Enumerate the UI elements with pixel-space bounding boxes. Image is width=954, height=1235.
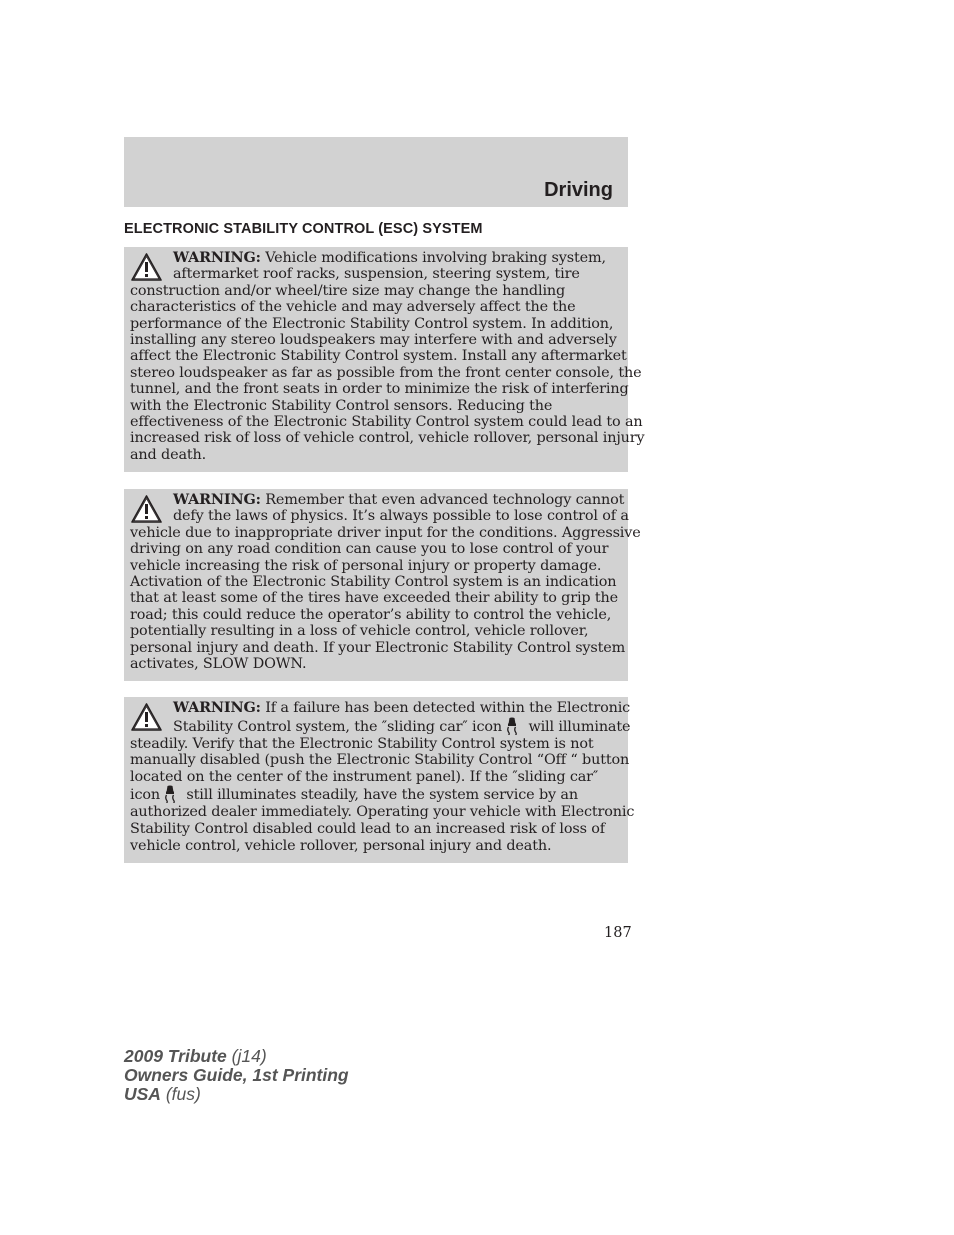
warning-text-line: and death. [130,446,207,463]
warning-box-3 [124,697,635,863]
warning-text-line: vehicle increasing the risk of personal injury or property damage. [130,557,602,574]
warning-text-line: performance of the Electronic Stability Control system. In addition, [130,315,614,332]
warning-text-line: installing any stereo loudspeakers may interfere with and adversely [130,332,617,349]
warning-text-line: aftermarket roof racks, suspension, steering system, tire [173,266,580,283]
warning-text-line: construction and/or wheel/tire size may change the handling [130,282,566,299]
warning-text-line: located on the center of the instrument panel). If the ″sliding car″ [130,768,599,785]
section-title: Driving [544,179,613,201]
warning-text-line: WARNING: If a failure has been detected within the Electronic [173,699,631,716]
warning-triangle-icon [130,494,163,524]
warning-text-line: Stability Control system, the ″sliding car″ icon will illuminate [173,718,631,735]
warning-text-line: icon still illuminates steadily, have the system service by an [130,787,578,804]
warning-text-line: personal injury and death. If your Electronic Stability Control system [130,639,626,656]
warning-text-line: Stability Control disabled could lead to an increased risk of loss of [130,820,605,837]
footer-line-model: 2009 Tribute (j14) [124,1046,267,1066]
warning-text-line: manually disabled (push the Electronic Stability Control “Off “ button [130,752,630,769]
sliding-car-icon [164,785,176,803]
warning-box-2 [124,489,641,681]
warning-text-line: steadily. Verify that the Electronic Stability Control system is not [130,735,594,752]
sliding-car-icon [506,717,518,735]
warning-text-line: increased risk of loss of vehicle control, vehicle rollover, personal injury [130,430,645,447]
warning-text-line: that at least some of the tires have exceeded their ability to grip the [130,590,619,607]
warning-text-line: WARNING: Remember that even advanced technology cannot [173,491,625,508]
warning-text-line: Activation of the Electronic Stability Control system is an indication [130,574,617,591]
warning-label: WARNING: [173,249,261,266]
warning-text-line: tunnel, and the front seats in order to minimize the risk of interfering [130,381,629,398]
warning-text-line: characteristics of the vehicle and may adversely affect the the [130,299,576,316]
footer-print-info [124,1047,349,1104]
warning-label: WARNING: [173,491,261,508]
footer-line-market: USA (fus) [124,1084,201,1104]
warning-box-1 [124,247,645,472]
warning-text-line: stereo loudspeaker as far as possible from the front center console, the [130,364,642,381]
warning-text-line: defy the laws of physics. It’s always possible to lose control of a [173,508,629,525]
warning-text-line: effectiveness of the Electronic Stability Control system could lead to an [130,414,643,431]
warning-text-line: vehicle due to inappropriate driver input for the conditions. Aggressive [130,524,641,541]
page-heading: ELECTRONIC STABILITY CONTROL (ESC) SYSTEM [124,221,483,237]
warning-text-line: vehicle control, vehicle rollover, personal injury and death. [130,837,552,854]
warning-text-line: WARNING: Vehicle modifications involving braking system, [173,249,606,266]
section-header-bar [124,137,628,207]
warning-label: WARNING: [173,699,261,716]
warning-text-line: potentially resulting in a loss of vehicle control, vehicle rollover, [130,623,589,640]
warning-text-line: driving on any road condition can cause you to lose control of your [130,541,609,558]
warning-text-line: road; this could reduce the operator’s ability to control the vehicle, [130,606,612,623]
warning-text-line: activates, SLOW DOWN. [130,656,307,673]
warning-text-line: with the Electronic Stability Control sensors. Reducing the [130,397,553,414]
page-number: 187 [604,925,632,941]
warning-triangle-icon [130,252,163,282]
footer-line-guide: Owners Guide, 1st Printing [124,1065,349,1085]
warning-triangle-icon [130,702,163,732]
warning-text-line: authorized dealer immediately. Operating your vehicle with Electronic [130,804,635,821]
warning-text-line: affect the Electronic Stability Control system. Install any aftermarket [130,348,627,365]
